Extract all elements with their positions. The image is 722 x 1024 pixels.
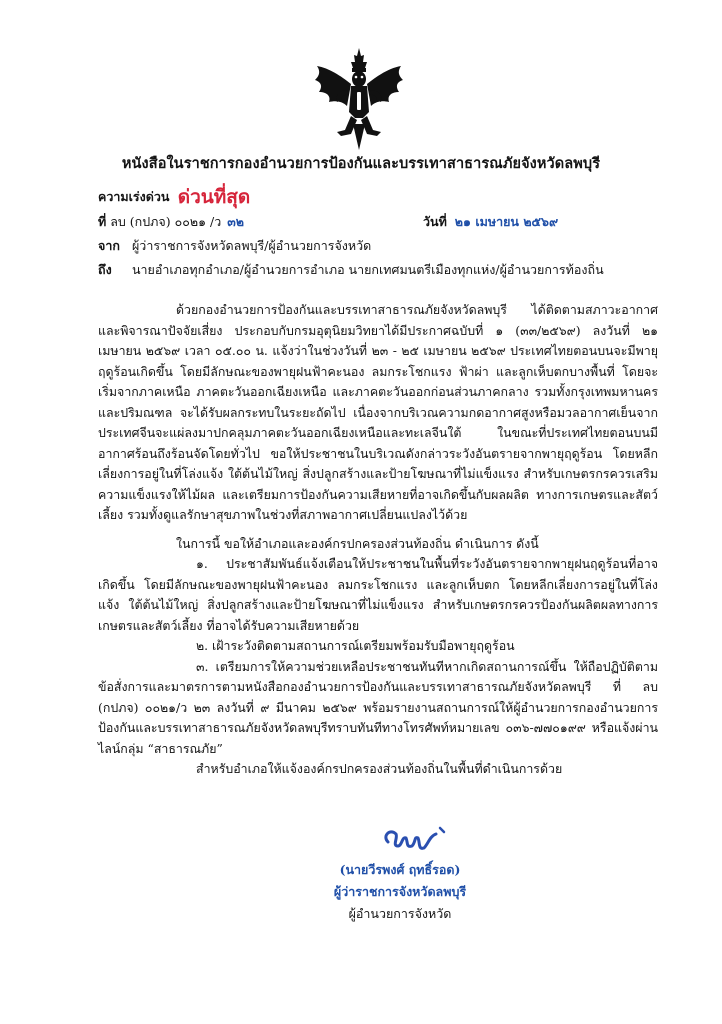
signatory-role: ผู้อำนวยการจังหวัด: [348, 906, 452, 921]
urgency-label: ความเร่งด่วน: [98, 189, 170, 204]
from-label: จาก: [98, 238, 120, 253]
to-line: [98, 260, 604, 280]
urgency-line: [98, 182, 250, 212]
from-value: ผู้ว่าราชการจังหวัดลพบุรี/ผู้อำนวยการจังหวัด: [131, 238, 372, 253]
body-closing: สำหรับอำเภอให้แจ้งองค์กรปกครองส่วนท้องถิ่นในพื้นที่ดำเนินการด้วย: [196, 761, 563, 776]
body-item-1: ๑. ประชาสัมพันธ์แจ้งเตือนให้ประชาชนในพื้นที่ระวังอันตรายจากพายุฝนฤดูร้อนที่อาจเกิดขึ้น โดยมีลักษณะของพายุฝนฟ้าคะนอง ลมกระโชกแรง และลูกเห็บตก โดยหลีกเลี่ยงการอยู่ในที่โล่งแจ้ง ใต้ต้นไม้ใหญ่ สิ่งปลูกสร้างและป้ายโฆษณาที่ไม่แข็งแรง สำหรับเกษตรกรควรป้องกันผลิตผลทางการเกษตรและสัตว์เลี้ยง ที่อาจได้รับความเสียหายด้วย: [98, 556, 658, 633]
to-value: นายอำเภอทุกอำเภอ/ผู้อำนวยการอำเภอ นายกเทศมนตรีเมืองทุกแห่ง/ผู้อำนวยการท้องถิ่น: [131, 262, 604, 277]
ref-label: ที่: [98, 214, 107, 229]
body-paragraph-2: ในการนี้ ขอให้อำเภอและองค์กรปกครองส่วนท้องถิ่น ดำเนินการ ดังนี้: [176, 535, 539, 551]
handwritten-signature-icon: [380, 822, 450, 856]
letter-body: [98, 300, 658, 780]
garuda-emblem-icon: [311, 46, 407, 152]
date-block: [423, 212, 558, 232]
signatory-name: (นายวีรพงศ์ ฤทธิ์รอด): [339, 862, 461, 877]
body-item-2: ๒. เฝ้าระวังติดตามสถานการณ์เตรียมพร้อมรับมือพายุฤดูร้อน: [196, 638, 515, 653]
to-label: ถึง: [98, 262, 112, 277]
date-value: ๒๑ เมษายน ๒๕๖๙: [454, 214, 559, 229]
body-item-3: ๓. เตรียมการให้ความช่วยเหลือประชาชนทันทีหากเกิดสถานการณ์ขึ้น ให้ถือปฏิบัติตามข้อสั่งการและมาตรการตามหนังสือกองอำนวยการป้องกันและบรรเทาสาธารณภัยจังหวัดลพบุรี ที่ ลบ (กปภจ) ๐๐๒๑/ว ๒๓ ลงวันที่ ๙ มีนาคม ๒๕๖๙ พร้อมรายงานสถานการณ์ให้ผู้อำนวยการกองอำนวยการป้องกันและบรรเทาสาธารณภัยจังหวัดลพบุรีทราบทันทีทางโทรศัพท์หมายเลข ๐๓๖-๗๗๐๑๙๙ หรือแจ้งผ่านไลน์กลุ่ม “สาธารณภัย”: [98, 658, 658, 756]
reference-line: [98, 212, 658, 232]
ref-number: ๓๒: [227, 214, 245, 229]
from-line: [98, 236, 371, 256]
signatory-position: ผู้ว่าราชการจังหวัดลพบุรี: [333, 884, 467, 899]
ref-prefix: ลบ (กปภจ) ๐๐๒๑ /ว: [110, 214, 222, 229]
urgency-stamp: ด่วนที่สุด: [177, 186, 251, 208]
date-label: วันที่: [423, 214, 447, 229]
body-paragraph-1: ด้วยกองอำนวยการป้องกันและบรรเทาสาธารณภัยจังหวัดลพบุรี ได้ติดตามสภาวะอากาศและพิจารณาปัจจัยเสี่ยง ประกอบกับกรมอุตุนิยมวิทยาได้มีประกาศฉบับที่ ๑ (๓๓/๒๕๖๙) ลงวันที่ ๒๑ เมษายน ๒๕๖๙ เวลา ๐๕.๐๐ น. แจ้งว่าในช่วงวันที่ ๒๓ - ๒๕ เมษายน ๒๕๖๙ ประเทศไทยตอนบนจะมีพายุฤดูร้อนเกิดขึ้น โดยมีลักษณะของพายุฝนฟ้าคะนอง ลมกระโชกแรง ฟ้าผ่า และลูกเห็บตกบางพื้นที่ โดยจะเริ่มจากภาคเหนือ ภาคตะวันออกเฉียงเหนือ และภาคตะวันออกก่อนส่วนภาคกลาง รวมทั้งกรุงเทพมหานครและปริมณฑล จะได้รับผลกระทบในระยะถัดไป เนื่องจากบริเวณความกดอากาศสูงหรือมวลอากาศเย็นจากประเทศจีนจะแผ่ลงมาปกคลุมภาคตะวันออกเฉียงเหนือและทะเลจีนใต้ ในขณะที่ประเทศไทยตอนบนมีอากาศร้อนถึงร้อนจัดโดยทั่วไป ขอให้ประชาชนในบริเวณดังกล่าวระวังอันตรายจากพายุฤดูร้อน โดยหลีกเลี่ยงการอยู่ในที่โล่งแจ้ง ใต้ต้นไม้ใหญ่ สิ่งปลูกสร้างและป้ายโฆษณาที่ไม่แข็งแรง สำหรับเกษตรกรควรเสริมความแข็งแรงให้ไม้ผล และเตรียมการป้องกันความเสียหายที่อาจเกิดขึ้นกับผลผลิต ทางการเกษตรและสัตว์เลี้ยง รวมทั้งดูแลรักษาสุขภาพในช่วงที่สภาพอากาศเปลี่ยนแปลงไว้ด้วย: [98, 302, 658, 522]
agency-heading: หนังสือในราชการกองอำนวยการป้องกันและบรรเทาสาธารณภัยจังหวัดลพบุรี: [121, 155, 601, 172]
